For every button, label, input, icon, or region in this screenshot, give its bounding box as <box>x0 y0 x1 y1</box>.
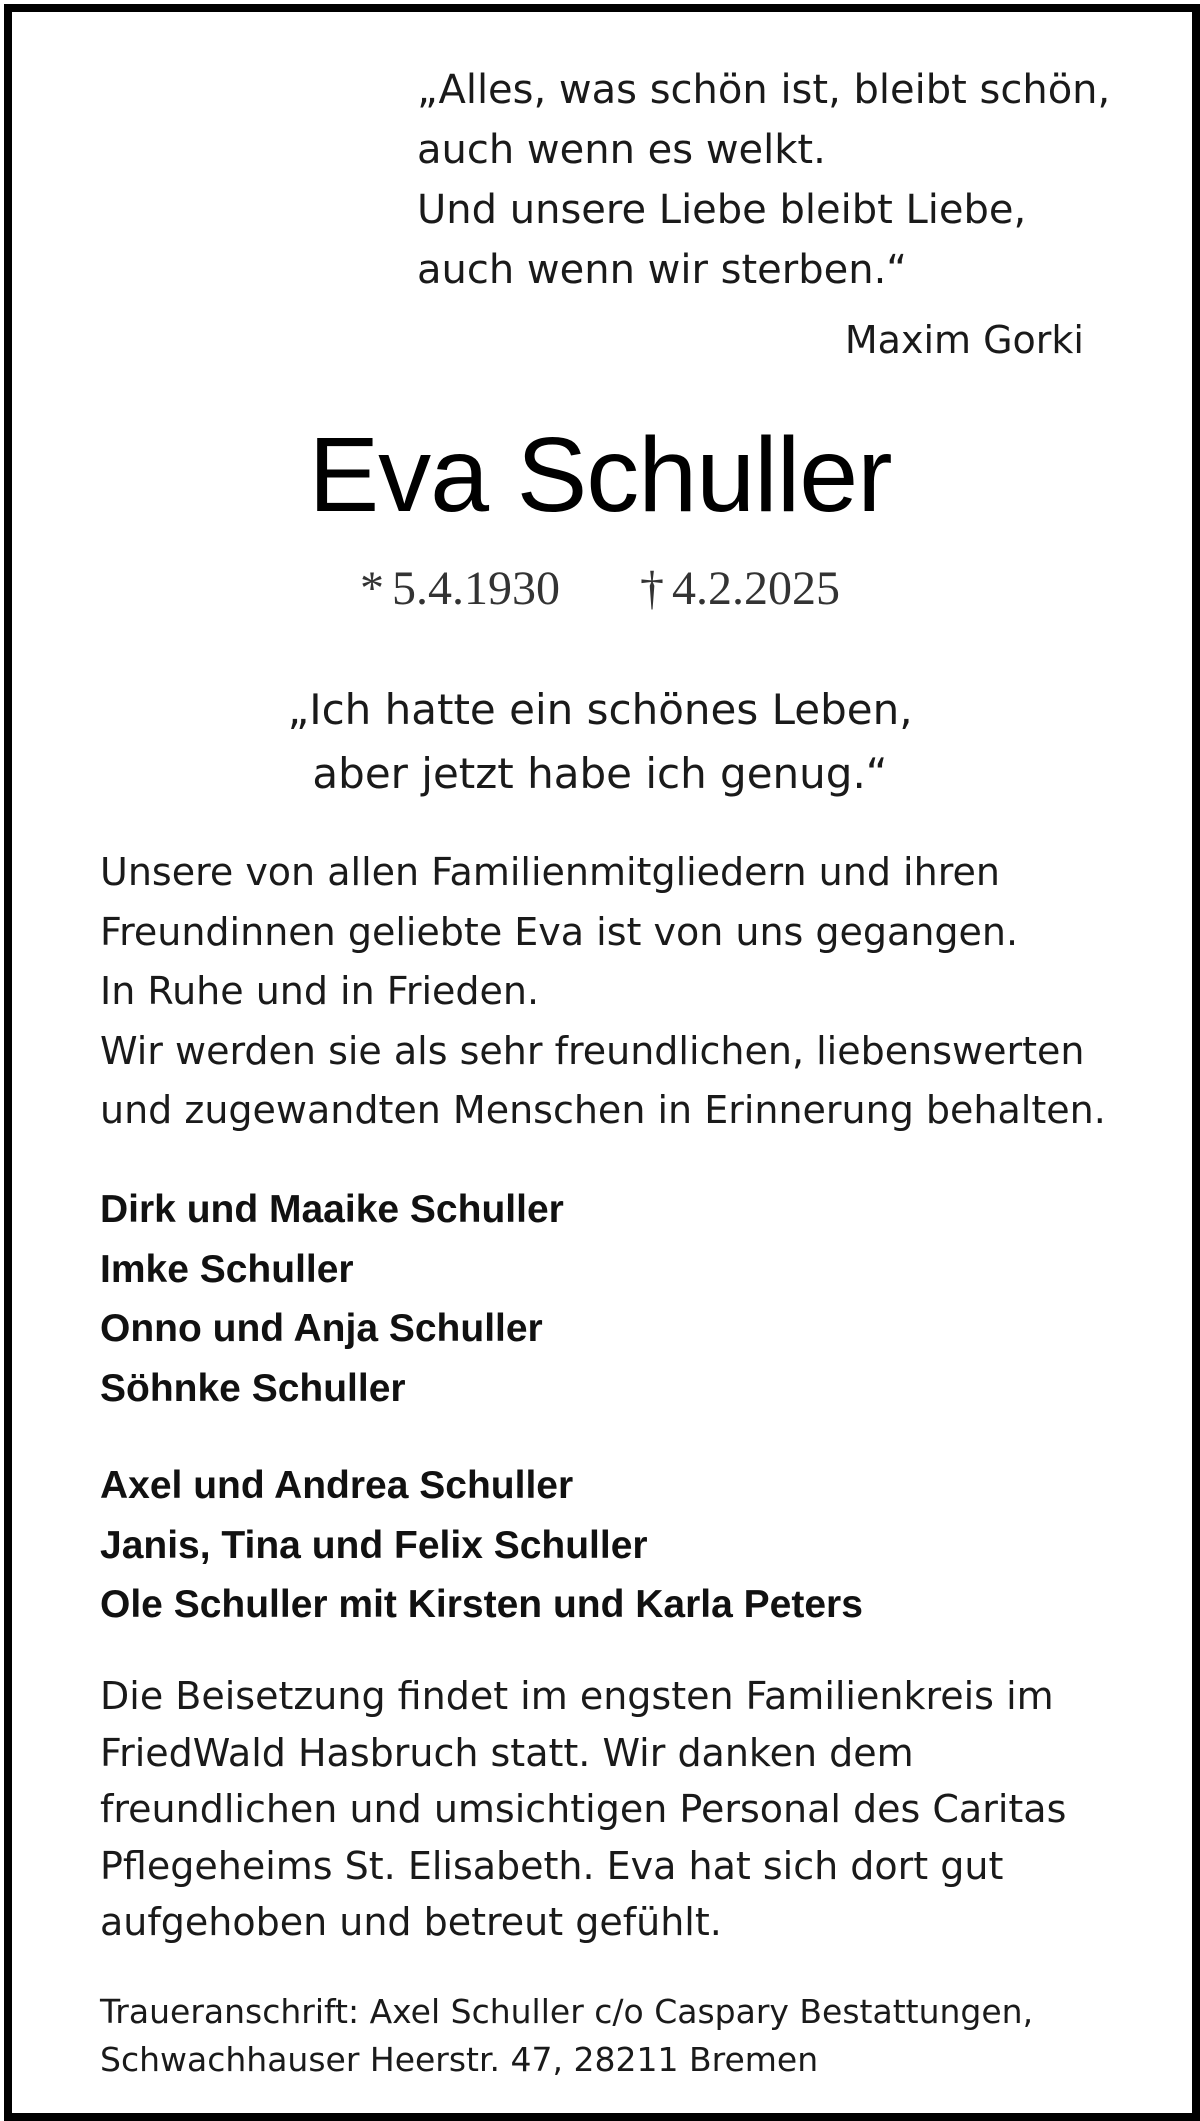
poem-line: „Alles, was schön ist, bleibt schön, <box>417 67 1111 113</box>
poem-line: Und unsere Liebe bleibt Liebe, <box>417 187 1027 233</box>
birth-date: 5.4.1930 <box>392 562 560 615</box>
mourner-name: Dirk und Maaike Schuller <box>100 1188 564 1231</box>
burial-line: FriedWald Hasbruch statt. Wir danken dem <box>100 1730 914 1775</box>
intro-line: Freundinnen geliebte Eva ist von uns gegangen. <box>100 909 1019 954</box>
poem-line: auch wenn wir sterben.“ <box>417 247 908 293</box>
poem-author: Maxim Gorki <box>844 318 1084 362</box>
poem-quote <box>417 60 1157 300</box>
personal-quote <box>0 678 1200 806</box>
mourner-name: Janis, Tina und Felix Schuller <box>100 1523 648 1567</box>
mourner-name: Axel und Andrea Schuller <box>100 1464 574 1507</box>
death-date: 4.2.2025 <box>672 562 840 615</box>
burial-line: Die Beisetzung findet im engsten Familienkreis im <box>100 1674 1054 1718</box>
mourners-group-2 <box>100 1456 1180 1635</box>
burial-notice <box>100 1668 1180 1951</box>
address-line: Traueranschrift: Axel Schuller c/o Caspary Bestattungen, <box>100 1992 1034 2031</box>
intro-line: Unsere von allen Familienmitgliedern und ihren <box>100 850 1000 894</box>
life-dates <box>0 556 1200 622</box>
quote-line: aber jetzt habe ich genug.“ <box>312 749 888 798</box>
death-date-group <box>640 562 840 615</box>
death-cross-icon: † <box>640 562 664 615</box>
intro-line: In Ruhe und in Frieden. <box>100 969 540 1013</box>
intro-line: und zugewandten Menschen in Erinnerung behalten. <box>100 1088 1106 1132</box>
address-line: Schwachhauser Heerstr. 47, 28211 Bremen <box>100 2040 819 2079</box>
mourner-name: Imke Schuller <box>100 1247 354 1291</box>
poem-line: auch wenn es welkt. <box>417 127 826 173</box>
mourner-name: Onno und Anja Schuller <box>100 1307 543 1350</box>
burial-line: Pflegeheims St. Elisabeth. Eva hat sich dort gut <box>100 1843 1004 1888</box>
deceased-name: Eva Schuller <box>308 416 892 534</box>
birth-symbol: * <box>360 562 384 615</box>
burial-line: aufgehoben und betreut gefühlt. <box>100 1900 722 1944</box>
intro-text <box>100 843 1180 1141</box>
mourner-name: Söhnke Schuller <box>100 1366 406 1410</box>
burial-line: freundlichen und umsichtigen Personal des Caritas <box>100 1787 1067 1831</box>
mourning-address <box>100 1988 1180 2084</box>
quote-line: „Ich hatte ein schönes Leben, <box>287 685 913 734</box>
birth-date-group <box>360 562 560 615</box>
mourners-group-1 <box>100 1180 1180 1418</box>
mourner-name: Ole Schuller mit Kirsten und Karla Peters <box>100 1583 863 1626</box>
intro-line: Wir werden sie als sehr freundlichen, liebenswerten <box>100 1028 1085 1073</box>
